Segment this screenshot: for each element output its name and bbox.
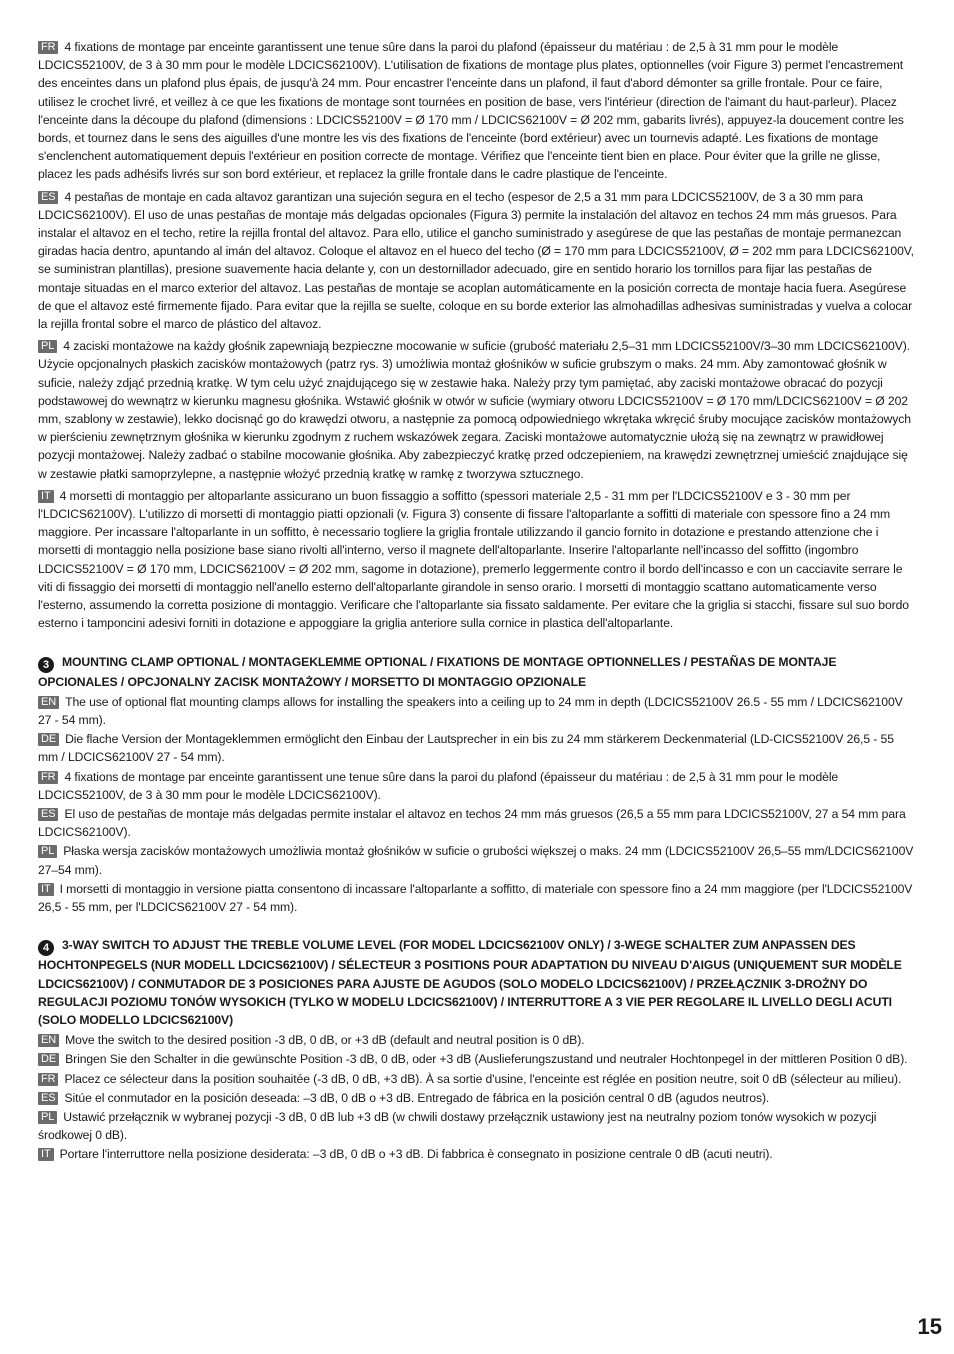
- lang-tag-en: EN: [38, 696, 59, 709]
- item-text: The use of optional flat mounting clamps allows for installing the speakers into a ceiling up to 24 mm in depth (LDCICS52100V 26.5 - 55 mm / LDCICS62100V 27 - 54 mm).: [38, 694, 903, 727]
- section-4-heading: [38, 936, 916, 1029]
- item-text: Płaska wersja zacisków montażowych umożliwia montaż głośników w suficie o grubości większej o maks. 24 mm (LDCICS52100V 26,5–55 mm/LDCICS62100V 27–54 mm).: [38, 844, 914, 877]
- paragraph-text: 4 fixations de montage par enceinte garantissent une tenue sûre dans la paroi du plafond (épaisseur du matériau : de 2,5 à 31 mm pour le modèle LDCICS52100V, de 3 à 30 mm pour le modèle LDCICS62100V). L'utilisation de fixations de montage plus plates, optionnelles (voir Figure 3) permet l'encastrement des enceintes dans un plafond plus épais, de jusqu'à 24 mm. Pour encastrer l'enceinte dans un plafond, il faut d'abord démonter sa grille frontale. Pour ce faire, utilisez le crochet livré, et veillez à ce que les fixations de montage sont tournées en position de base, vers l'intérieur (direction de l'aimant du haut-parleur). Placez l'enceinte dans la découpe du plafond (dimensions : LDCICS52100V = Ø 170 mm / LDCICS62100V = Ø 202 mm, gabarits livrés), appuyez-la doucement contre les bords, et tournez dans le sens des aiguilles d'une montre les vis des fixations de l'enceinte (bord extérieur) avec un tournevis adapté. Les fixations de montage s'enclenchent automatiquement depuis l'extérieur en position correcte de montage. Vérifiez que l'enceinte tient bien en place. Pour éviter que la grille ne glisse, placez les pads adhésifs livrés sur son bord extérieur, et replacez la grille frontale dans le cadre plastique de l'enceinte.: [38, 40, 904, 182]
- paragraph-text: 4 zaciski montażowe na każdy głośnik zapewniają bezpieczne mocowanie w suficie (grubość materiału 2,5–31 mm LDCICS52100V/3–30 mm LDCICS62100V). Użycie opcjonalnych płaskich zacisków montażowych (patrz rys. 3) umożliwia montaż głośników w suficie grubszym o maks. 24 mm. Aby zamontować głośnik w suficie, należy zdjąć przednią kratkę. W tym celu użyć znajdującego się w zestawie haka. Należy przy tym pamiętać, aby zaciski montażowe obracać do pozycji podstawowej do wewnątrz w kierunku magnesu głośnika. Wstawić głośnik w otwór w suficie (wymiary otworu LDCICS52100V = Ø 170 mm/LDCICS62100V = Ø 202 mm, szablony w zestawie), lekko docisnąć go do krawędzi otworu, a następnie za pomocą odpowiedniego wkrętaka wkręcić śruby mocujące zacisków montażowych w pierścieniu zewnętrznym głośnika w kierunku zgodnym z ruchem wskazówek zegara. Zaciski montażowe automatycznie ułożą się na zewnątrz w prawidłowej pozycji montażowej. Należy zadbać o stabilne mocowanie głośnika. Aby zabezpieczyć kratkę przed odczepieniem, na krawędzi zewnętrznej umieścić znajdujące się w zestawie płatki samoprzylepne, a następnie włożyć przednią kratkę w ramkę z tworzywa sztucznego.: [38, 339, 911, 481]
- item-text: Ustawić przełącznik w wybranej pozycji -3 dB, 0 dB lub +3 dB (w chwili dostawy przełącznik ustawiony jest na neutralny poziom tonów wysokich w pozycji środkowej 0 dB).: [38, 1109, 877, 1143]
- section-4-item-it: [38, 1145, 916, 1163]
- section-4-item-pl: [38, 1108, 916, 1144]
- lang-tag-fr: FR: [38, 1073, 58, 1086]
- section-number-badge: 3: [38, 657, 54, 673]
- item-text: El uso de pestañas de montaje más delgadas permite instalar el altavoz en techos 24 mm más gruesos (26,5 a 55 mm para LDCICS52100V, 27 a 54 mm para LDCICS62100V).: [38, 807, 906, 840]
- section-number-badge: 4: [38, 940, 54, 956]
- section-3-item-en: [38, 693, 916, 729]
- lang-tag-it: IT: [38, 1148, 54, 1161]
- section-3-heading: [38, 653, 916, 691]
- lang-tag-pl: PL: [38, 845, 57, 858]
- section-3-item-it: [38, 880, 916, 916]
- item-text: Placez ce sélecteur dans la position souhaitée (-3 dB, 0 dB, +3 dB). À sa sortie d'usine, l'enceinte est réglée en position neutre, soit 0 dB (sélecteur au milieu).: [64, 1071, 902, 1086]
- lang-tag-pl: PL: [38, 340, 57, 353]
- lang-tag-es: ES: [38, 808, 58, 821]
- lang-tag-es: ES: [38, 1092, 58, 1105]
- section-4-item-fr: [38, 1070, 916, 1088]
- section-title: 3-WAY SWITCH TO ADJUST THE TREBLE VOLUME LEVEL (FOR MODEL LDCICS62100V ONLY) / 3-WEGE SCHALTER ZUM ANPASSEN DES HOCHTONPEGELS (NUR MODELL LDCICS62100V) / SÉLECTEUR 3 POSITIONS POUR ADAPTATION DU NIVEAU D'AIGUS (UNIQUEMENT SUR MODÈLE LDCICS62100V) / CONMUTADOR DE 3 POSICIONES PARA AJUSTE DE AGUDOS (SOLO MODELO LDCICS62100V) / PRZEŁĄCZNIK 3-DROŻNY DO REGULACJI POZIOMU TONÓW WYSOKICH (TYLKO W MODELU LDCICS62100V) / INTERRUTTORE A 3 VIE PER REGOLARE IL LIVELLO DEGLI ACUTI (SOLO MODELLO LDCICS62100V): [38, 938, 902, 1027]
- item-text: I morsetti di montaggio in versione piatta consentono di incassare l'altoparlante a soffitto, di materiale con spessore fino a 24 mm maggiore (per l'LDCICS52100V 26,5 - 55 mm, per l'LDCICS62100V 27 - 54 mm).: [38, 881, 913, 915]
- paragraph-pl: [38, 337, 916, 483]
- paragraph-es: [38, 188, 916, 334]
- lang-tag-it: IT: [38, 883, 54, 896]
- paragraph-fr: [38, 38, 916, 184]
- lang-tag-es: ES: [38, 191, 58, 204]
- section-4-item-de: [38, 1050, 916, 1068]
- section-3-item-de: [38, 730, 916, 766]
- lang-tag-pl: PL: [38, 1111, 57, 1124]
- item-text: Move the switch to the desired position -3 dB, 0 dB, or +3 dB (default and neutral position is 0 dB).: [65, 1033, 585, 1048]
- paragraph-text: 4 pestañas de montaje en cada altavoz garantizan una sujeción segura en el techo (espesor de 2,5 a 31 mm para LDCICS52100V, de 3 a 30 mm para LDCICS62100V). El uso de unas pestañas de montaje más delgadas opcionales (Figura 3) permite la instalación del altavoz en techos 24 mm más gruesos. Para instalar el altavoz en el techo, retire la rejilla frontal del altavoz. Para ello, utilice el gancho suministrado y asegúrese de que las pestañas de montaje permanezcan giradas hacia dentro, apuntando al imán del altavoz. Coloque el altavoz en el hueco del techo (Ø = 170 mm para LDCICS52100V, Ø = 202 mm para LDCICS62100V, se suministran plantillas), presione suavemente hacia delante y, con un destornillador adecuado, gire en sentido horario los tornillos para fijar las pestañas de montaje situadas en el marco exterior del altavoz. Las pestañas de montaje se acoplan automáticamente en la posición correcta de montaje hacia fuera. Asegúrese de que el altavoz esté firmemente fijado. Para evitar que la rejilla se suelte, coloque en su borde exterior las almohadillas adhesivas suministradas y vuelva a colocar la rejilla frontal sobre el marco de plástico del altavoz.: [38, 189, 914, 332]
- paragraph-it: [38, 487, 916, 633]
- lang-tag-de: DE: [38, 733, 59, 746]
- section-3-item-fr: [38, 768, 916, 804]
- page-number: 15: [917, 1314, 942, 1339]
- lang-tag-fr: FR: [38, 41, 58, 54]
- lang-tag-fr: FR: [38, 771, 58, 784]
- paragraph-text: 4 morsetti di montaggio per altoparlante assicurano un buon fissaggio a soffitto (spessori materiale 2,5 - 31 mm per l'LDCICS52100V e 3 - 30 mm per l'LDCICS62100V). L'utilizzo di morsetti di montaggio piatti opzionali (v. Figura 3) consente di fissare l'altoparlante a soffitti di materiale con spessore fino a 24 mm maggiore. Per incassare l'altoparlante in un soffitto, è necessario togliere la griglia frontale utilizzando il gancio fornito in dotazione e prestando attenzione che i morsetti di montaggio nella posizione base siano rivolti all'interno, verso il magnete dell'altoparlante. Inserire l'altoparlante nell'incasso del soffitto (ingombro LDCICS52100V = Ø 170 mm, LDCICS62100V = Ø 202 mm, sagome in dotazione), premerlo leggermente contro il bordo dell'incasso e con un cacciavite serrare le viti di fissaggio dei morsetti di montaggio nell'anello esterno dell'altoparlante girandole in senso orario. I morsetti di montaggio scattano automaticamente verso l'esterno, assumendo la corretta posizione di montaggio. Verificare che l'altoparlante sia fissato saldamente. Per evitare che la griglia si stacchi, fissare sul suo bordo esterno i tamponcini adesivi forniti in dotazione e appoggiare la griglia anteriore sulla cornice in plastica dell'altoparlante.: [38, 488, 909, 631]
- lang-tag-it: IT: [38, 490, 54, 503]
- lang-tag-en: EN: [38, 1034, 59, 1047]
- section-title: MOUNTING CLAMP OPTIONAL / MONTAGEKLEMME OPTIONAL / FIXATIONS DE MONTAGE OPTIONNELLES / PESTAÑAS DE MONTAJE OPCIONALES / OPCJONALNY ZACISK MONTAŻOWY / MORSETTO DI MONTAGGIO OPZIONALE: [38, 654, 837, 689]
- item-text: Sitúe el conmutador en la posición deseada: –3 dB, 0 dB o +3 dB. Entregado de fábrica en la posición central 0 dB (agudos neutros).: [64, 1090, 770, 1105]
- item-text: 4 fixations de montage par enceinte garantissent une tenue sûre dans la paroi du plafond (épaisseur du matériau : de 2,5 à 31 mm pour le modèle LDCICS52100V, de 3 à 30 mm pour le modèle LDCICS62100V).: [38, 769, 839, 802]
- item-text: Die flache Version der Montageklemmen ermöglicht den Einbau der Lautsprecher in ein bis zu 24 mm stärkerem Deckenmaterial (LD-CICS52100V 26,5 - 55 mm / LDCICS62100V 27 - 54 mm).: [38, 732, 894, 765]
- section-4-item-en: [38, 1031, 916, 1049]
- section-3-item-pl: [38, 842, 916, 878]
- item-text: Bringen Sie den Schalter in die gewünschte Position -3 dB, 0 dB, oder +3 dB (Auslieferungszustand und neutraler Hochtonpegel in der mittleren Position 0 dB).: [65, 1052, 908, 1067]
- section-3-item-es: [38, 805, 916, 841]
- lang-tag-de: DE: [38, 1053, 59, 1066]
- item-text: Portare l'interruttore nella posizione desiderata: –3 dB, 0 dB o +3 dB. Di fabbrica è consegnato in posizione centrale 0 dB (acuti neutri).: [59, 1147, 773, 1162]
- manual-page: [38, 38, 916, 1165]
- section-4-item-es: [38, 1089, 916, 1107]
